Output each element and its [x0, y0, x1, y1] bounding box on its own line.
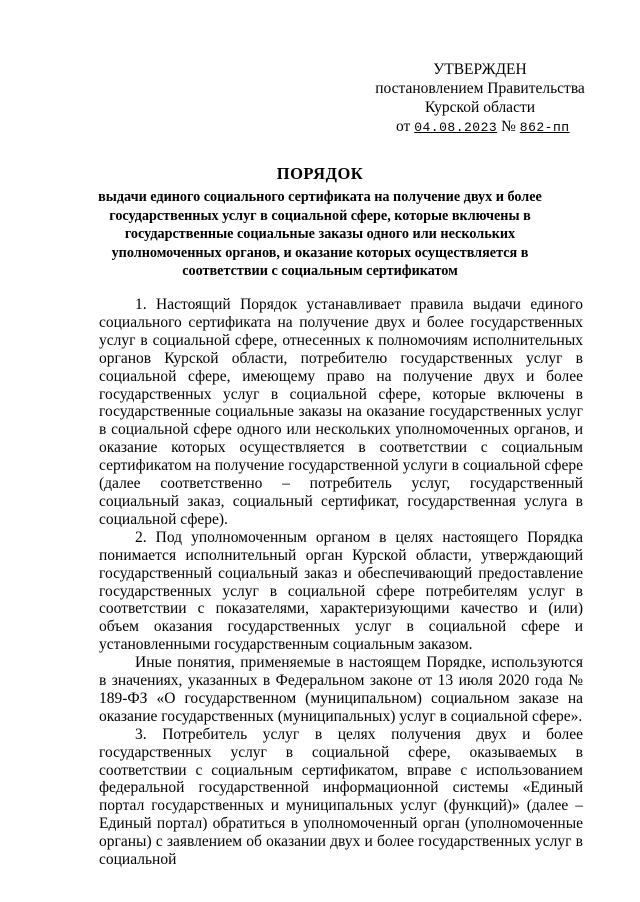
approval-line-2: Курской области — [424, 99, 536, 116]
title-subtitle: выдачи единого социального сертификата на получение двух и более государственных услуг в социальной сфере, которые включены в государственные социальные заказы одного или нескольких уполномоченных органов, и оказание которых осуществляется в соответствии с социальным сертификатом — [98, 189, 542, 279]
approval-date: 04.08.2023 — [414, 120, 498, 135]
approval-status: УТВЕРЖДЕН — [433, 61, 527, 78]
title-heading: ПОРЯДОК — [276, 164, 364, 183]
approval-stamp — [360, 60, 600, 137]
from-label: от — [396, 118, 411, 135]
document-body — [99, 296, 583, 869]
approval-number: 862-пп — [519, 120, 570, 135]
document-title — [90, 164, 550, 281]
paragraph-1: 1. Настоящий Порядок устанавливает правила выдачи единого социального сертификата на получение двух и более государственных услуг в социальной сфере, отнесенных к полномочиям исполнительных органов Курской области, потребителю государственных услуг в социальной сфере, имеющему право на получение двух и более государственных услуг в социальной сфере, которые включены в государственные социальные заказы на оказание государственных услуг в социальной сфере одного или нескольких уполномоченных органов, и оказание которых осуществляется в соответствии с социальным сертификатом на получение государственной услуги в социальной сфере (далее соответственно – потребитель услуг, государственный социальный заказ, социальный сертификат, государственная услуга в социальной сфере). — [99, 296, 583, 528]
paragraph-4: 3. Потребитель услуг в целях получения двух и более государственных услуг в социальной сфере, оказываемых в соответствии с социальным сертификатом, вправе с использованием федеральной государственной информационной системы «Единый портал государственных и муниципальных услуг (функций)» (далее – Единый портал) обратиться в уполномоченный орган (уполномоченные органы) с заявлением об оказании двух и более государственных услуг в социальной — [99, 725, 583, 869]
number-label: № — [501, 118, 516, 135]
approval-date-line — [360, 117, 600, 137]
paragraph-2: 2. Под уполномоченным органом в целях настоящего Порядка понимается исполнительный орган Курской области, утверждающий государственный социальный заказ и обеспечивающий предоставление государственных услуг в социальной сфере потребителям услуг в соответствии с показателями, характеризующими качество и (или) объем оказания государственных услуг в социальной сфере и установленными государственным социальным заказом. — [99, 528, 583, 654]
approval-line-1: постановлением Правительства — [375, 80, 585, 97]
paragraph-3: Иные понятия, применяемые в настоящем Порядке, используются в значениях, указанных в Федеральном законе от 13 июля 2020 года № 189-ФЗ «О государственном (муниципальном) социальном заказе на оказание государственных (муниципальных) услуг в социальной сфере». — [99, 654, 583, 725]
